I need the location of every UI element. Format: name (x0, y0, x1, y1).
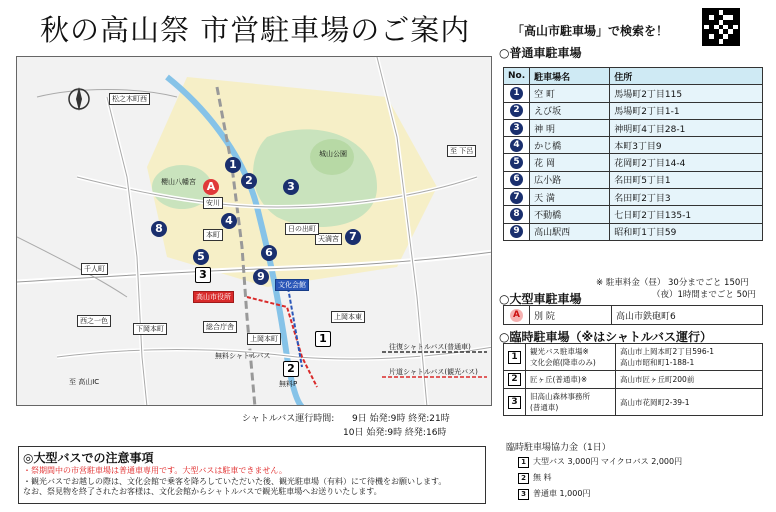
map-label-tenmangu: 天満宮 (315, 233, 342, 245)
regular-badge: 2 (510, 104, 523, 117)
shuttle-label: シャトルバス運行時間: (242, 414, 335, 424)
regular-name: かじ橋 (530, 137, 610, 154)
map-marker-2[interactable]: 2 (241, 173, 257, 189)
regular-badge: 8 (510, 208, 523, 221)
temporary-heading: ○臨時駐車場（※はシャトルバス運行） (499, 330, 713, 344)
bus-notice-box (18, 446, 486, 504)
temporary-address-1: 高山市花岡町2-39-1 (620, 397, 690, 407)
regular-row (504, 171, 763, 188)
map-label-shuttle-route: 無料P (279, 380, 298, 388)
regular-badge: 7 (510, 191, 523, 204)
map-legend-normal: 往復シャトルバス(普通車) (389, 343, 471, 351)
deposit-badge-2: 2 (518, 473, 529, 484)
temporary-name-1: 旧高山森林事務所 (530, 392, 590, 401)
deposit-row-3 (518, 488, 590, 500)
regular-row (504, 206, 763, 223)
deposit-badge-3: 3 (518, 489, 529, 500)
regular-address: 花岡町2丁目14-4 (610, 154, 763, 171)
col-address: 住所 (610, 68, 763, 85)
bus-notice-line2: ・観光バスでお越しの際は、文化会館で乗客を降ろしていただいた後、観光駐車場（有料）にて待機をお願いします。 (23, 476, 447, 486)
regular-address: 神明町4丁目28-1 (610, 119, 763, 136)
temporary-address-1: 高山市上岡本町2丁目596-1 (620, 347, 715, 356)
regular-name: 花 岡 (530, 154, 610, 171)
map-marker-a[interactable]: A (203, 179, 219, 195)
page-title: 秋の高山祭 市営駐車場のご案内 (40, 13, 471, 47)
temporary-badge: 2 (508, 373, 521, 386)
regular-badge: 4 (510, 139, 523, 152)
parking-map[interactable] (16, 56, 492, 406)
deposit-row-2 (518, 472, 552, 484)
deposit-row-1-text: 大型バス 3,000円 マイクロバス 2,000円 (533, 457, 683, 466)
regular-address: 馬場町2丁目1-1 (610, 102, 763, 119)
regular-badge: 5 (510, 156, 523, 169)
temporary-badge: 1 (508, 351, 521, 364)
map-label-kamiokamotohigashi: 上岡本東 (331, 311, 365, 323)
map-marker-temp-1[interactable]: 1 (315, 331, 331, 347)
regular-address: 馬場町2丁目115 (610, 85, 763, 102)
qr-code-icon[interactable] (702, 8, 740, 46)
regular-badge: 3 (510, 122, 523, 135)
temporary-table (503, 343, 763, 416)
fee-day: ※ 駐車料金（昼） 30分までごと 150円 (596, 278, 749, 288)
map-label-ic: 至 高山IC (69, 378, 100, 386)
regular-name: 天 満 (530, 189, 610, 206)
map-label-shimooka: 至 下呂 (447, 145, 476, 157)
regular-row (504, 189, 763, 206)
map-label-station: 文化会館 (275, 279, 309, 291)
regular-row (504, 223, 763, 240)
map-marker-3[interactable]: 3 (283, 179, 299, 195)
map-marker-temp-3[interactable]: 3 (195, 267, 211, 283)
temporary-row (504, 389, 763, 416)
temporary-name-1: 観光バス駐車場※ (530, 347, 589, 356)
deposit-row-2-text: 無 料 (533, 473, 552, 482)
map-label-hinomaru: 日の出町 (285, 223, 319, 235)
shuttle-day10: 10日 始発:9時 終発:16時 (343, 428, 447, 438)
deposit-title: 臨時駐車場協力金（1日） (506, 443, 611, 453)
regular-name: 空 町 (530, 85, 610, 102)
map-label-honmachi: 本町 (203, 229, 223, 241)
shuttle-day9: 9日 始発:9時 終発:21時 (352, 414, 450, 424)
temporary-row (504, 371, 763, 389)
regular-name: 広小路 (530, 171, 610, 188)
map-label-hachiman: 櫻山八幡宮 (161, 178, 196, 186)
temporary-row (504, 344, 763, 371)
deposit-row-3-text: 普通車 1,000円 (533, 489, 591, 498)
regular-address: 名田町5丁目1 (610, 171, 763, 188)
regular-name: 不動橋 (530, 206, 610, 223)
regular-row (504, 85, 763, 102)
regular-row (504, 102, 763, 119)
bus-notice-line1: ・祭期間中の市営駐車場は普通車専用です。大型バスは駐車できません。 (23, 466, 287, 475)
large-table (503, 305, 763, 325)
large-address: 高山市鉄砲町6 (612, 306, 763, 325)
regular-badge: 6 (510, 173, 523, 186)
map-label-yasukawa: 安川 (203, 197, 223, 209)
regular-name: 神 明 (530, 119, 610, 136)
deposit-badge-1: 1 (518, 457, 529, 468)
col-name: 駐車場名 (530, 68, 610, 85)
map-label-sakura: 千人町 (81, 263, 108, 275)
temporary-name-2: 文化会館(降車のみ) (530, 358, 596, 367)
large-heading: ○大型車駐車場 (499, 292, 582, 306)
temporary-name-1: 匠ヶ丘(普通車)※ (530, 375, 588, 384)
regular-address: 昭和町1丁目59 (610, 223, 763, 240)
regular-name: 高山駅西 (530, 223, 610, 240)
large-badge-a: A (510, 309, 523, 322)
map-marker-8[interactable]: 8 (151, 221, 167, 237)
bus-notice-title: ◎大型バスでの注意事項 (23, 451, 154, 465)
temporary-address-2: 高山市昭和町1-188-1 (620, 358, 695, 367)
map-marker-4[interactable]: 4 (221, 213, 237, 229)
map-label-kagura: 高山市役所 (193, 291, 234, 303)
col-no: No. (504, 68, 530, 85)
map-marker-6[interactable]: 6 (261, 245, 277, 261)
regular-heading: ○普通車駐車場 (499, 46, 582, 60)
regular-badge: 9 (510, 225, 523, 238)
map-legend-tour: 片道シャトルバス(観光バス) (389, 368, 478, 376)
map-label-nishinoisshiki: 西之一色 (77, 315, 111, 327)
map-marker-temp-2[interactable]: 2 (283, 361, 299, 377)
map-label-shiroyama: 城山公園 (319, 150, 347, 158)
regular-name: えび坂 (530, 102, 610, 119)
map-marker-9[interactable]: 9 (253, 269, 269, 285)
map-marker-1[interactable]: 1 (225, 157, 241, 173)
deposit-row-1 (518, 456, 682, 468)
regular-address: 名田町2丁目3 (610, 189, 763, 206)
regular-address: 本町3丁目9 (610, 137, 763, 154)
map-marker-5[interactable]: 5 (193, 249, 209, 265)
map-label-nishi: 松之木町西 (109, 93, 150, 105)
regular-address: 七日町2丁目135-1 (610, 206, 763, 223)
map-label-shogakko: 下岡本町 (133, 323, 167, 335)
fee-night: （夜）1時間までごと 50円 (652, 290, 756, 300)
regular-row (504, 137, 763, 154)
regular-table (503, 67, 763, 241)
map-label-emp: 総合庁舎 (203, 321, 237, 333)
temporary-name-2: (普通車) (530, 403, 559, 412)
map-label-kamiokamoto: 上岡本町 (247, 333, 281, 345)
temporary-address-1: 高山市匠ヶ丘町200前 (620, 375, 695, 384)
regular-row (504, 119, 763, 136)
map-marker-7[interactable]: 7 (345, 229, 361, 245)
temporary-badge: 3 (508, 396, 521, 409)
large-name: 別 院 (530, 306, 612, 325)
map-label-shuttle-free: 無料シャトルバス (215, 352, 271, 360)
bus-notice-line3: なお、祭見物を終了されたお客様は、文化会館からシャトルバスで観光駐車場へお送りいたします。 (23, 487, 382, 496)
regular-badge: 1 (510, 87, 523, 100)
regular-row (504, 154, 763, 171)
search-note: 「高山市駐車場」で検索を！ (512, 24, 669, 38)
